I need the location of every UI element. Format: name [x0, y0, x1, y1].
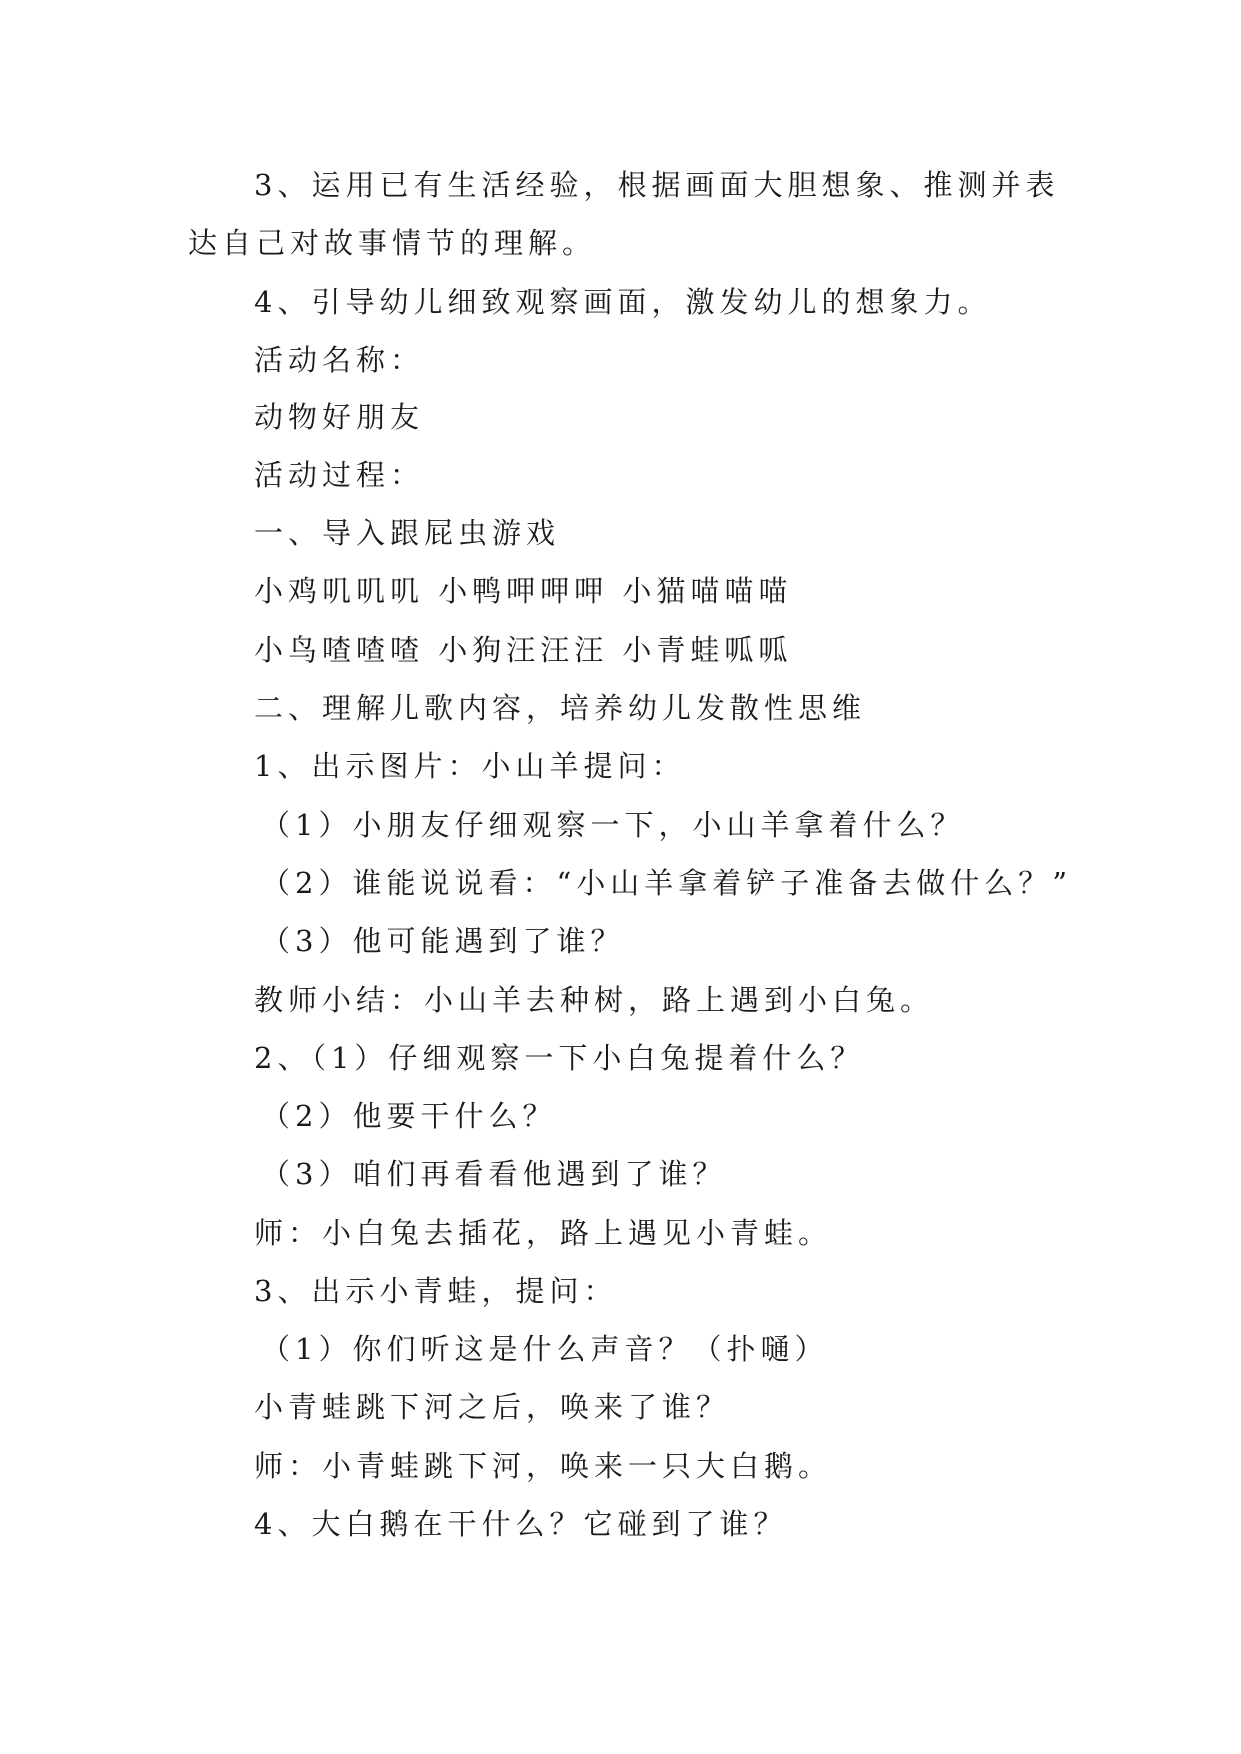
- section-heading: 活动名称：: [254, 343, 425, 377]
- text-line: 3、出示小青蛙，提问：: [254, 1274, 618, 1308]
- text-line: 4、引导幼儿细致观察画面，激发幼儿的想象力。: [254, 285, 992, 319]
- rhyme-line: 小鸟喳喳喳 小狗汪汪汪 小青蛙呱呱: [254, 633, 793, 667]
- question-line: （2）他要干什么？: [261, 1099, 557, 1133]
- text-line: 二、理解儿歌内容，培养幼儿发散性思维: [254, 691, 867, 725]
- section-heading: 活动过程：: [254, 458, 425, 492]
- text-line: 4、大白鹅在干什么？它碰到了谁？: [254, 1507, 788, 1541]
- rhyme-line: 小鸡叽叽叽 小鸭呷呷呷 小猫喵喵喵: [254, 574, 793, 608]
- summary-line: 师：小白兔去插花，路上遇见小青蛙。: [254, 1216, 833, 1250]
- question-line: （3）他可能遇到了谁？: [261, 924, 625, 958]
- text-line: 小青蛙跳下河之后，唤来了谁？: [254, 1390, 731, 1424]
- text-line: 1、出示图片：小山羊提问：: [254, 749, 686, 783]
- question-line: （3）咱们再看看他遇到了谁？: [261, 1157, 727, 1191]
- summary-line: 教师小结：小山羊去种树，路上遇到小白兔。: [254, 983, 935, 1017]
- summary-line: 师：小青蛙跳下河，唤来一只大白鹅。: [254, 1449, 833, 1483]
- text-line: 达自己对故事情节的理解。: [188, 226, 597, 260]
- question-line: （1）小朋友仔细观察一下，小山羊拿着什么？: [261, 808, 965, 842]
- question-line: （2）谁能说说看：“小山羊拿着铲子准备去做什么？”: [261, 866, 1073, 900]
- question-line: （1）你们听这是什么声音？（扑嗵）: [261, 1332, 829, 1366]
- text-line: 2、（1）仔细观察一下小白兔提着什么？: [254, 1041, 865, 1075]
- activity-name: 动物好朋友: [254, 400, 425, 434]
- text-line: 3、运用已有生活经验，根据画面大胆想象、推测并表: [254, 168, 1060, 202]
- text-line: 一、导入跟屁虫游戏: [254, 516, 561, 550]
